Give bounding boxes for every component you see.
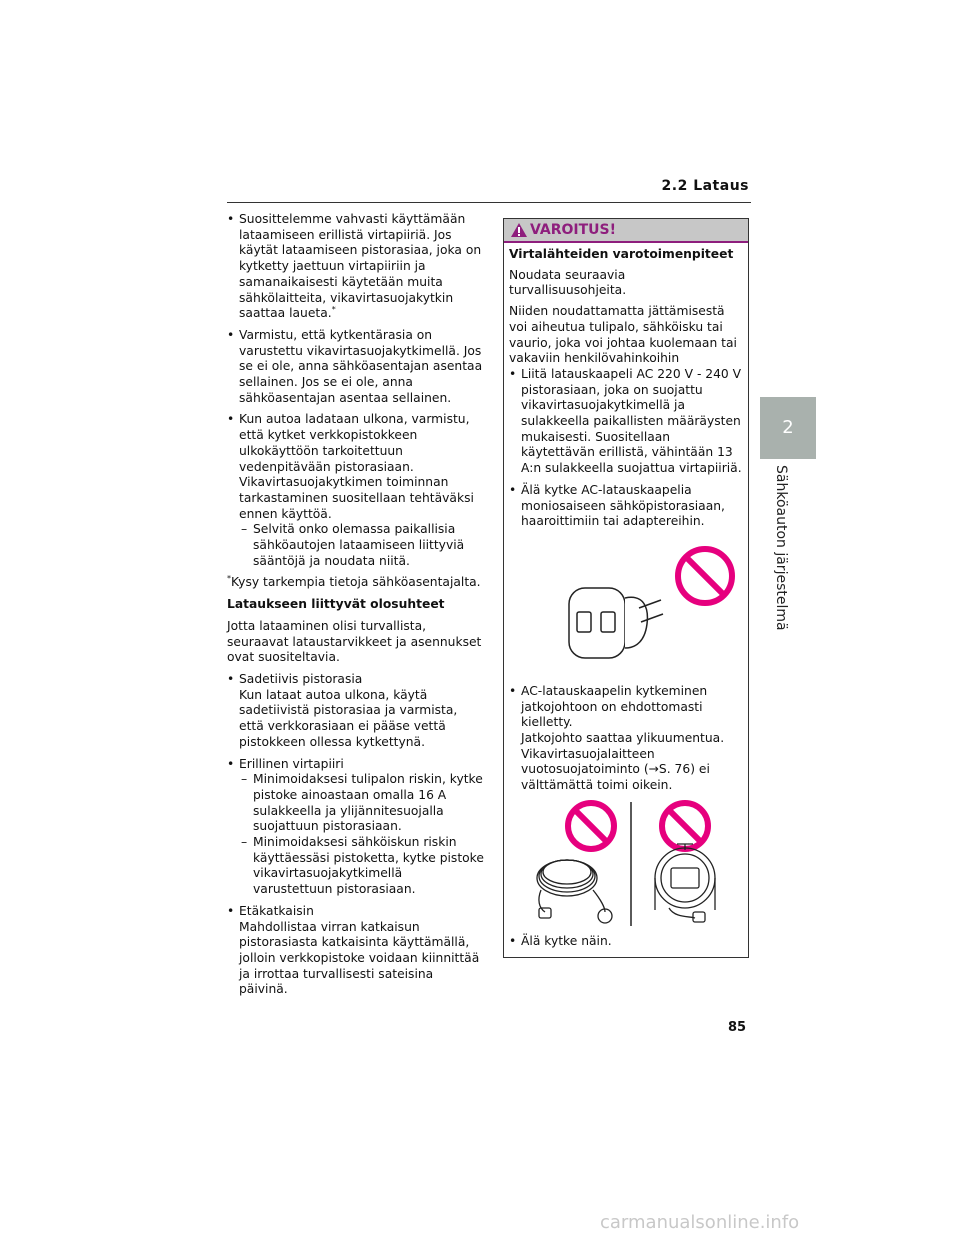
item-title: • Sadetiivis pistorasia — [239, 671, 363, 686]
list-item — [509, 483, 742, 530]
bullet-text: Liitä latauskaapeli AC 220 V - 240 V pistorasiaan, joka on suojattu vikavirtasuojakytkimellä ja sulakkeella paikallisten määräysten mukaisesti. Suositellaan käytettävän erillistä, vähintään 13 A:n sulakkeella suojattua virtapiiriä. — [521, 366, 742, 476]
adapter-illustration — [509, 536, 742, 684]
left-column — [227, 212, 485, 1004]
dash-mark: – — [241, 522, 248, 537]
section-heading: Lataukseen liittyvät olosuhteet — [227, 597, 445, 612]
chapter-number: 2 — [782, 417, 794, 438]
page-number: 85 — [728, 1020, 747, 1035]
prohibited-icon — [678, 549, 732, 603]
sub-item-text: Minimoidaksesi sähköiskun riskin käyttäessäsi pistoketta, kytke pistoke vikavirtasuojakytkimellä varustettuun pistorasiaan. — [253, 835, 484, 897]
item-text: Mahdollistaa virran katkaisun pistorasiasta katkaisinta käyttämällä, jolloin verkkopistoke voidaan kiinnittää ja irrottaa turvallisesti sateisina päivinä. — [239, 919, 480, 997]
bullet-text: Kun autoa ladataan ulkona, varmistu, että kytket verkkopistokkeen ulkokäyttöön tarkoitettuun vedenpitävään pistorasiaan. Vikavirtasuojakytkimen toiminnan tarkastaminen suositellaan tehtäväksi ennen käyttöä. — [239, 412, 474, 521]
list-item — [227, 328, 485, 407]
dash-mark: – — [241, 835, 248, 850]
bullet-detail: Jatkojohto saattaa ylikuumentua. Vikavirtasuojalaitteen vuotosuojatoiminto (→S. 76) ei välttämättä toimi oikein. — [521, 731, 725, 793]
section-header — [227, 178, 751, 203]
list-item — [509, 934, 742, 950]
item-title: • Etäkatkaisin — [239, 903, 314, 918]
cable-reel-icon — [655, 844, 715, 922]
warning-icon — [510, 222, 528, 238]
sub-item — [227, 835, 485, 898]
warning-header — [504, 219, 748, 243]
section-title: 2.2 Lataus — [661, 178, 749, 194]
warning-paragraph: Noudata seuraavia turvallisuusohjeita. — [509, 267, 627, 298]
bullet-text: Suosittelemme vahvasti käyttämään lataamiseen erillistä virtapiiriä. Jos käytät lataamiseen pistorasiaa, joka on kytketty jaettuun virtapiiriin ja samanaikaisesti käytetään muita sähkölaitteita, vikavirtasuojakytkin saattaa laueta. — [239, 212, 482, 321]
chapter-tab — [760, 397, 816, 459]
warning-heading: Virtalähteiden varotoimenpiteet — [509, 247, 734, 261]
sub-item — [227, 522, 485, 569]
list-item — [509, 684, 742, 794]
list-item — [227, 672, 485, 751]
warning-title: VAROITUS! — [530, 222, 616, 238]
sub-item — [227, 772, 485, 835]
plug-adapter-icon — [569, 588, 663, 658]
warning-box — [503, 218, 749, 958]
list-item — [227, 904, 485, 998]
prohibited-icon — [568, 803, 614, 849]
footnote-mark: * — [227, 574, 231, 584]
bullet-text: Älä kytke AC-latauskaapelia moniosaiseen sähköpistorasiaan, haaroittimiin tai adaptereihin. — [521, 482, 725, 529]
item-text: Kun lataat autoa ulkona, käytä sadetiivistä pistorasiaa ja varmista, että verkkorasiaan ei pääse vettä pistokkeen ollessa kytkettynä. — [239, 687, 458, 749]
prohibited-icon — [662, 803, 708, 849]
warning-paragraph: Niiden noudattamatta jättämisestä voi aiheutua tulipalo, sähköisku tai vaurio, joka voi johtaa kuolemaan tai vakaviin henkilövahinkoihin — [509, 304, 737, 366]
bullet-text: Varmistu, että kytkentärasia on varustettu vikavirtasuojakytkimellä. Jos se ei ole, anna sähköasentajan asentaa sellainen. Jos se ei ole, anna sähköasentajan asentaa sellainen. — [239, 327, 483, 405]
dash-mark: – — [241, 772, 248, 787]
list-item — [227, 212, 485, 322]
bullet-text: Älä kytke näin. — [521, 933, 612, 948]
extension-cord-icon — [537, 860, 612, 923]
list-item — [509, 367, 742, 477]
bullet-text: AC-latauskaapelin kytkeminen jatkojohtoon on ehdottomasti kielletty. — [521, 683, 708, 730]
chapter-title: Sähköauton järjestelmä — [773, 465, 789, 631]
extension-cord-illustration — [509, 800, 742, 934]
footnote — [227, 575, 485, 591]
watermark: carmanualsonline.info — [600, 1212, 800, 1233]
footnote-text: Kysy tarkempia tietoja sähköasentajalta. — [231, 575, 481, 590]
list-item — [227, 757, 485, 898]
item-title: • Erillinen virtapiiri — [239, 756, 344, 771]
sub-item-text: Selvitä onko olemassa paikallisia sähköautojen lataamiseen liittyviä sääntöjä ja noudata niitä. — [253, 522, 465, 568]
intro-paragraph: Jotta lataaminen olisi turvallista, seuraavat lataustarvikkeet ja asennukset ovat suositeltavia. — [227, 618, 482, 665]
list-item — [227, 412, 485, 569]
footnote-mark: * — [331, 305, 336, 315]
warning-body — [504, 243, 748, 950]
sub-item-text: Minimoidaksesi tulipalon riskin, kytke pistoke ainoastaan omalla 16 A sulakkeella ja ylijännitesuojalla suojattuun pistorasiaan. — [253, 772, 483, 834]
